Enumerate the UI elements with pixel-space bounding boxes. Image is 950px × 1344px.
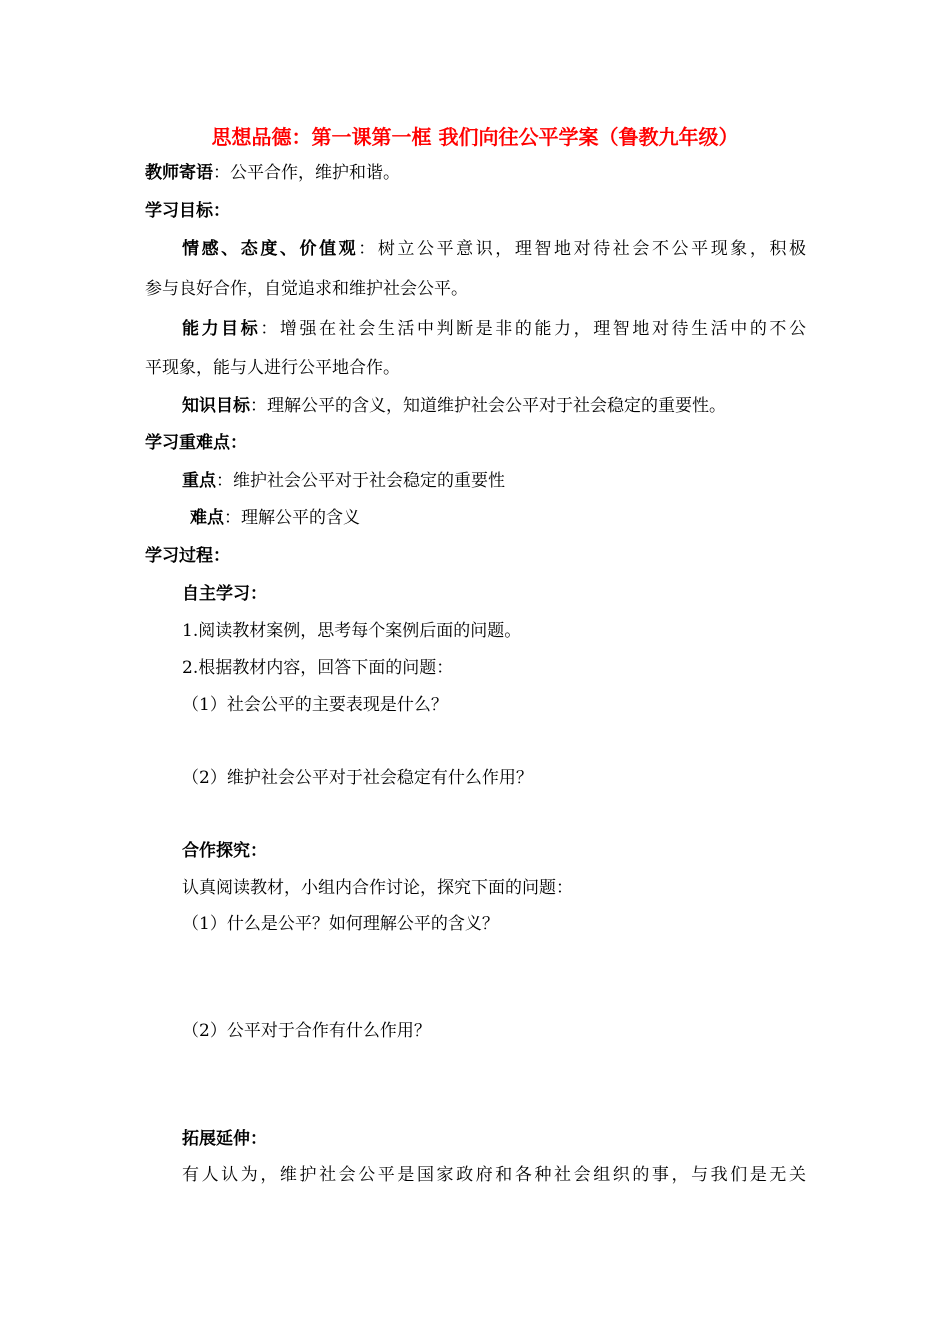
knowledge-objective-sep: ： [250, 396, 267, 416]
teacher-message [145, 162, 400, 184]
knowledge-objective-label: 知识目标 [182, 396, 250, 416]
key-point-sep: ： [216, 471, 233, 491]
difficult-point [190, 507, 360, 529]
difficult-point-text: 理解公平的含义 [241, 508, 360, 528]
cooperation-heading: 合作探究： [182, 841, 267, 861]
emotion-objective-line1 [182, 238, 806, 260]
ability-objective-line1 [182, 318, 806, 340]
teacher-message-text: 公平合作，维护和谐。 [230, 163, 400, 183]
cooperation-intro: 认真阅读教材，小组内合作讨论，探究下面的问题： [182, 878, 573, 898]
emotion-objective-sep: ： [358, 239, 378, 259]
teacher-message-label: 教师寄语 [145, 163, 213, 183]
emotion-objective-line2: 参与良好合作，自觉追求和维护社会公平。 [145, 279, 468, 299]
self-study-heading: 自主学习： [182, 584, 267, 604]
knowledge-objective-text: 理解公平的含义，知道维护社会公平对于社会稳定的重要性。 [267, 396, 726, 416]
extension-heading: 拓展延伸： [182, 1129, 267, 1149]
key-point-text: 维护社会公平对于社会稳定的重要性 [233, 471, 505, 491]
emotion-objective-label: 情感、态度、价值观 [182, 239, 359, 259]
key-point-label: 重点 [182, 471, 216, 491]
teacher-message-sep: ： [213, 163, 230, 183]
self-study-question2: （2）维护社会公平对于社会稳定有什么作用？ [182, 768, 533, 788]
key-points-heading: 学习重难点： [145, 433, 247, 453]
difficult-point-sep: ： [224, 508, 241, 528]
cooperation-question1: （1）什么是公平？如何理解公平的含义？ [182, 914, 499, 934]
self-study-item2: 2.根据教材内容，回答下面的问题： [182, 658, 454, 678]
ability-objective-line2: 平现象，能与人进行公平地合作。 [145, 358, 400, 378]
ability-objective-sep: ： [260, 319, 280, 339]
ability-objective-text1: 增强在社会生活中判断是非的能力，理智地对待生活中的不公 [279, 319, 807, 339]
cooperation-question2: （2）公平对于合作有什么作用？ [182, 1021, 431, 1041]
ability-objective-label: 能力目标 [182, 319, 261, 339]
self-study-question1: （1）社会公平的主要表现是什么？ [182, 695, 448, 715]
objectives-heading: 学习目标： [145, 201, 230, 221]
process-heading: 学习过程： [145, 546, 230, 566]
self-study-item1: 1.阅读教材案例，思考每个案例后面的问题。 [182, 621, 522, 641]
extension-text-line1: 有人认为，维护社会公平是国家政府和各种社会组织的事，与我们是无关 [182, 1165, 806, 1185]
knowledge-objective [182, 395, 726, 417]
difficult-point-label: 难点 [190, 508, 224, 528]
document-title: 思想品德：第一课第一框 我们向往公平学案（鲁教九年级） [211, 125, 739, 149]
key-point [182, 470, 505, 492]
emotion-objective-text1: 树立公平意识，理智地对待社会不公平现象，积极 [377, 239, 807, 259]
